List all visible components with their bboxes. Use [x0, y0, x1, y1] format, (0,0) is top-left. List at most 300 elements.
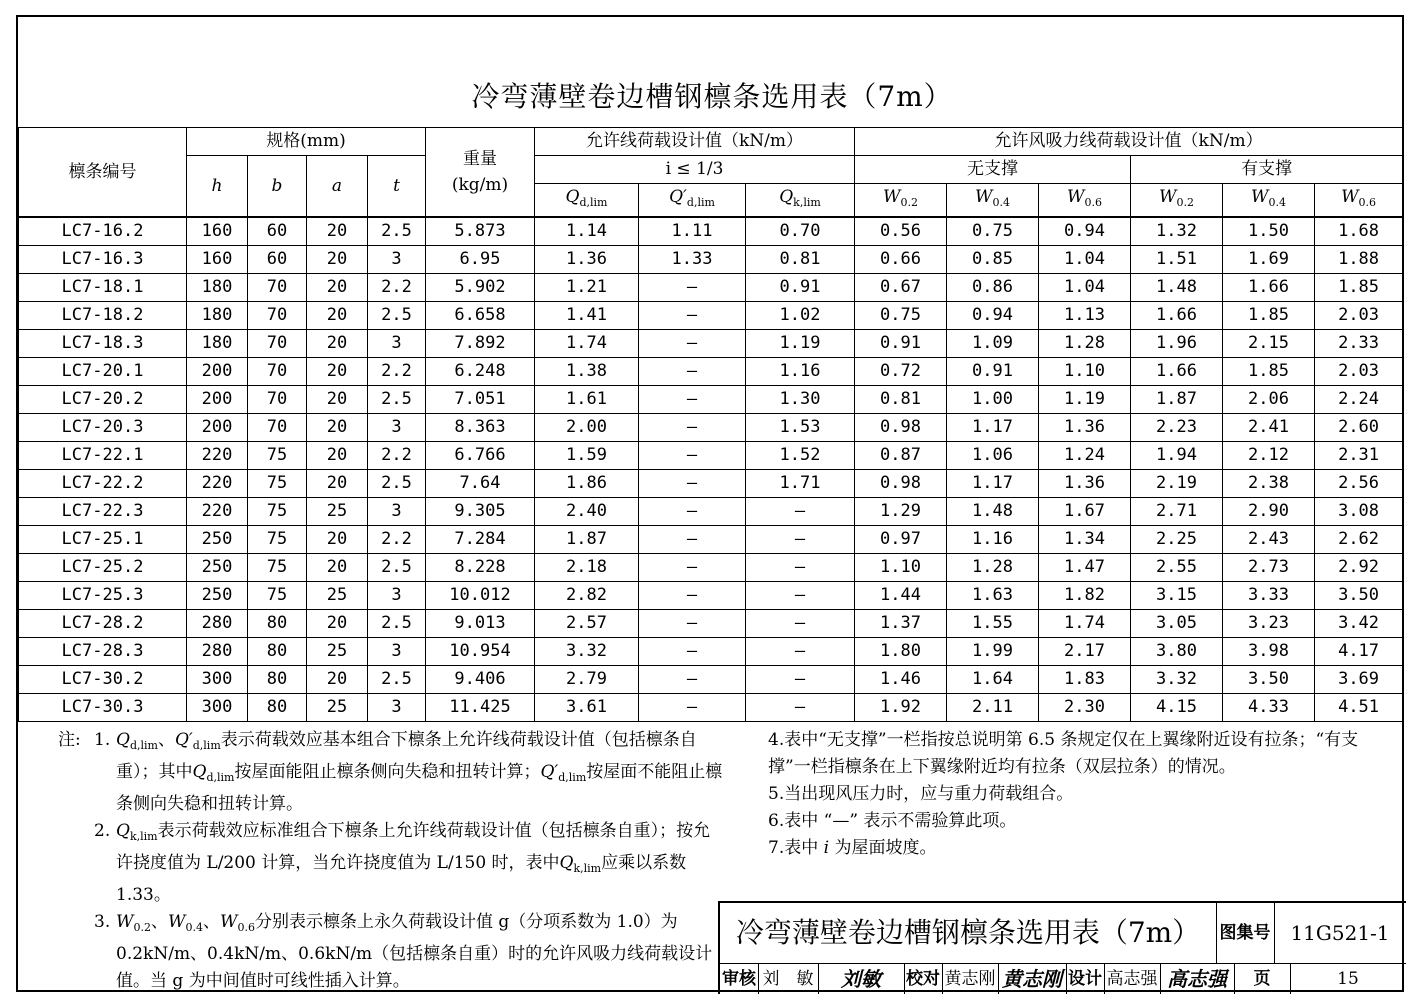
purlin-id-cell: LC7-28.3	[19, 638, 187, 666]
table-cell: 2.00	[535, 414, 639, 442]
purlin-id-cell: LC7-20.1	[19, 358, 187, 386]
page-number: 15	[1337, 969, 1359, 989]
header-qd-prime-lim	[639, 184, 746, 218]
table-cell: 2.5	[368, 217, 426, 246]
table-cell: 1.87	[535, 526, 639, 554]
table-cell: 2.92	[1315, 554, 1403, 582]
note-6	[726, 808, 1396, 835]
table-row	[19, 442, 1403, 470]
table-cell: 2.40	[535, 498, 639, 526]
symbol-q: Q	[192, 762, 207, 782]
symbol-subscript: d,lim	[558, 771, 587, 784]
table-cell: 1.36	[1039, 414, 1131, 442]
note-text: 5.当出现风压力时，应与重力荷载组合。	[768, 784, 1074, 804]
table-cell: 2.79	[535, 666, 639, 694]
note-text: 6.表中 “—” 表示不需验算此项。	[768, 811, 1017, 831]
table-cell: 3	[368, 246, 426, 274]
table-cell: —	[746, 526, 855, 554]
purlin-id-cell: LC7-18.1	[19, 274, 187, 302]
table-cell: 1.66	[1223, 274, 1315, 302]
header-w06-no-brace	[1039, 184, 1131, 218]
table-cell: —	[639, 302, 746, 330]
table-cell: 70	[248, 386, 307, 414]
table-cell: —	[639, 470, 746, 498]
symbol-subscript: k,lim	[793, 196, 821, 209]
note-text: 表示荷载效应基本组合下檩条上允许线荷载设计值（包括檩条自重）；其中	[116, 730, 697, 782]
table-cell: 2.55	[1131, 554, 1223, 582]
table-cell: 1.66	[1131, 302, 1223, 330]
note-text: 、	[202, 912, 220, 932]
header-t: t	[368, 156, 426, 218]
table-row	[19, 498, 1403, 526]
symbol-w: W	[1159, 187, 1177, 207]
table-cell: 80	[248, 666, 307, 694]
table-row	[19, 330, 1403, 358]
table-cell: 25	[307, 638, 368, 666]
table-cell: 1.67	[1039, 498, 1131, 526]
table-cell: 1.55	[947, 610, 1039, 638]
purlin-id-cell: LC7-20.2	[19, 386, 187, 414]
table-cell: 1.69	[1223, 246, 1315, 274]
table-cell: 1.44	[855, 582, 947, 610]
header-purlin-id: 檩条编号	[19, 128, 187, 218]
note-3	[36, 909, 726, 995]
note-number: 1.	[94, 730, 111, 750]
table-cell: 1.02	[746, 302, 855, 330]
table-cell: —	[639, 386, 746, 414]
table-cell: 2.25	[1131, 526, 1223, 554]
purlin-id-cell: LC7-20.3	[19, 414, 187, 442]
table-cell: 2.56	[1315, 470, 1403, 498]
note-text: 7.表中	[768, 838, 824, 858]
table-cell: 3.69	[1315, 666, 1403, 694]
note-7	[726, 835, 1396, 862]
table-cell: 2.2	[368, 526, 426, 554]
header-weight	[426, 128, 535, 218]
symbol-subscript: 0.2	[133, 921, 151, 934]
table-cell: 0.70	[746, 217, 855, 246]
table-cell: 160	[187, 246, 248, 274]
table-cell: 0.75	[947, 217, 1039, 246]
symbol-subscript: d,lim	[686, 196, 715, 209]
header-w02-brace	[1131, 184, 1223, 218]
table-cell: 1.14	[535, 217, 639, 246]
title-block	[718, 901, 1406, 994]
purlin-id-cell: LC7-25.3	[19, 582, 187, 610]
header-w04-brace	[1223, 184, 1315, 218]
table-cell: 1.10	[1039, 358, 1131, 386]
table-cell: —	[639, 694, 746, 722]
purlin-id-cell: LC7-30.3	[19, 694, 187, 722]
table-cell: 1.83	[1039, 666, 1131, 694]
table-cell: 11.425	[426, 694, 535, 722]
table-cell: 3.33	[1223, 582, 1315, 610]
table-cell: 3	[368, 414, 426, 442]
purlin-id-cell: LC7-22.3	[19, 498, 187, 526]
table-cell: 1.28	[947, 554, 1039, 582]
table-cell: 70	[248, 330, 307, 358]
table-cell: 3.50	[1315, 582, 1403, 610]
table-cell: 2.15	[1223, 330, 1315, 358]
table-cell: 7.64	[426, 470, 535, 498]
header-a: a	[307, 156, 368, 218]
table-cell: 1.61	[535, 386, 639, 414]
symbol-subscript: k,lim	[573, 862, 602, 875]
table-cell: —	[639, 638, 746, 666]
table-cell: —	[639, 330, 746, 358]
table-cell: 1.17	[947, 470, 1039, 498]
symbol-q: Q	[559, 853, 574, 873]
table-cell: 2.57	[535, 610, 639, 638]
table-cell: 220	[187, 442, 248, 470]
table-cell: 280	[187, 638, 248, 666]
table-cell: 1.74	[1039, 610, 1131, 638]
table-cell: 0.75	[855, 302, 947, 330]
table-cell: —	[639, 358, 746, 386]
atlas-number-label: 图集号	[1216, 903, 1275, 963]
symbol-subscript: 0.4	[992, 196, 1011, 209]
table-cell: —	[639, 666, 746, 694]
symbol-subscript: 0.2	[1176, 196, 1195, 209]
table-cell: 180	[187, 330, 248, 358]
table-cell: 70	[248, 274, 307, 302]
note-text: 4.表中“无支撑”一栏指按总说明第 6.5 条规定仅在上翼缘附近设有拉条；“有支撑”一栏指檩条在上下翼缘附近均有拉条（双层拉条）的情况。	[768, 730, 1359, 777]
table-cell: 0.81	[746, 246, 855, 274]
symbol-subscript: 0.2	[900, 196, 919, 209]
note-text: 、	[157, 730, 175, 750]
note-number: 2.	[94, 821, 111, 841]
table-cell: 1.10	[855, 554, 947, 582]
table-cell: 2.38	[1223, 470, 1315, 498]
table-cell: 4.15	[1131, 694, 1223, 722]
table-cell: 3.32	[1131, 666, 1223, 694]
table-cell: 2.2	[368, 442, 426, 470]
table-cell: 20	[307, 330, 368, 358]
table-cell: —	[639, 582, 746, 610]
table-row	[19, 358, 1403, 386]
symbol-w: W	[1067, 187, 1085, 207]
symbol-w: W	[883, 187, 901, 207]
table-cell: 2.19	[1131, 470, 1223, 498]
table-cell: 1.04	[1039, 246, 1131, 274]
table-cell: 70	[248, 358, 307, 386]
note-number: 3.	[94, 912, 111, 932]
table-cell: —	[746, 554, 855, 582]
table-cell: 60	[248, 217, 307, 246]
review-label: 审核	[720, 964, 759, 994]
header-allowable-line-load: 允许线荷载设计值（kN/m）	[535, 128, 855, 156]
drawing-frame	[16, 15, 1404, 992]
table-cell: —	[746, 638, 855, 666]
table-cell: 2.23	[1131, 414, 1223, 442]
table-cell: 2.5	[368, 666, 426, 694]
table-cell: 7.892	[426, 330, 535, 358]
table-cell: 1.85	[1315, 274, 1403, 302]
table-cell: 6.658	[426, 302, 535, 330]
table-cell: 6.766	[426, 442, 535, 470]
table-cell: 200	[187, 386, 248, 414]
table-cell: 0.85	[947, 246, 1039, 274]
table-cell: 300	[187, 694, 248, 722]
symbol-w: W	[1251, 187, 1269, 207]
table-row	[19, 274, 1403, 302]
table-cell: 25	[307, 582, 368, 610]
table-cell: 10.012	[426, 582, 535, 610]
table-cell: 80	[248, 610, 307, 638]
table-cell: 75	[248, 498, 307, 526]
header-no-brace: 无支撑	[855, 156, 1131, 184]
table-cell: 2.60	[1315, 414, 1403, 442]
table-cell: 2.5	[368, 470, 426, 498]
table-cell: 3.50	[1223, 666, 1315, 694]
table-cell: 1.41	[535, 302, 639, 330]
symbol-q: Q	[779, 187, 794, 207]
table-cell: 1.19	[1039, 386, 1131, 414]
purlin-id-cell: LC7-16.2	[19, 217, 187, 246]
table-cell: 3	[368, 330, 426, 358]
symbol-subscript: k,lim	[129, 830, 158, 843]
table-cell: —	[639, 526, 746, 554]
table-cell: 0.67	[855, 274, 947, 302]
table-cell: 20	[307, 358, 368, 386]
table-cell: 1.28	[1039, 330, 1131, 358]
table-cell: 1.64	[947, 666, 1039, 694]
purlin-id-cell: LC7-22.1	[19, 442, 187, 470]
table-cell: 2.03	[1315, 358, 1403, 386]
table-cell: 0.94	[1039, 217, 1131, 246]
header-weight-unit: (kg/m)	[451, 175, 509, 195]
table-cell: 2.5	[368, 554, 426, 582]
symbol-i: i	[823, 838, 830, 858]
table-cell: 75	[248, 582, 307, 610]
note-text: 按屋面不能阻止檩条侧向失稳和扭转计算。	[116, 762, 723, 814]
table-cell: 1.16	[746, 358, 855, 386]
table-cell: 70	[248, 302, 307, 330]
note-2	[36, 818, 726, 909]
table-cell: 0.81	[855, 386, 947, 414]
table-cell: 20	[307, 386, 368, 414]
table-cell: 3	[368, 638, 426, 666]
symbol-q-prime: Q′	[540, 762, 559, 782]
purlin-id-cell: LC7-22.2	[19, 470, 187, 498]
symbol-q: Q	[565, 187, 580, 207]
table-cell: 80	[248, 694, 307, 722]
table-row	[19, 470, 1403, 498]
table-cell: 250	[187, 554, 248, 582]
table-cell: 1.32	[1131, 217, 1223, 246]
note-text: 表示荷载效应标准组合下檩条上允许线荷载设计值（包括檩条自重）；按允许挠度值为 L/200 计算，当允许挠度值为 L/150 时，表中	[116, 821, 711, 873]
table-cell: 0.98	[855, 470, 947, 498]
table-row	[19, 694, 1403, 722]
table-cell: 6.248	[426, 358, 535, 386]
table-row	[19, 526, 1403, 554]
table-cell: 1.86	[535, 470, 639, 498]
symbol-subscript: 0.4	[185, 921, 203, 934]
table-cell: —	[746, 694, 855, 722]
table-cell: 20	[307, 274, 368, 302]
table-cell: 1.80	[855, 638, 947, 666]
table-cell: 3.80	[1131, 638, 1223, 666]
purlin-id-cell: LC7-25.2	[19, 554, 187, 582]
page-title: 冷弯薄壁卷边槽钢檩条选用表（7m）	[471, 80, 953, 113]
table-cell: 1.46	[855, 666, 947, 694]
table-cell: —	[746, 498, 855, 526]
table-cell: —	[639, 414, 746, 442]
table-cell: 8.228	[426, 554, 535, 582]
title-block-signature-row	[720, 964, 1406, 994]
note-5	[726, 781, 1396, 808]
table-row	[19, 554, 1403, 582]
table-cell: 1.34	[1039, 526, 1131, 554]
table-cell: 1.50	[1223, 217, 1315, 246]
table-cell: —	[746, 610, 855, 638]
table-cell: 1.29	[855, 498, 947, 526]
table-cell: 10.954	[426, 638, 535, 666]
header-h: h	[187, 156, 248, 218]
note-text: 、	[150, 912, 168, 932]
table-cell: 1.74	[535, 330, 639, 358]
table-cell: 2.73	[1223, 554, 1315, 582]
table-cell: 2.82	[535, 582, 639, 610]
symbol-subscript: 0.6	[237, 921, 255, 934]
table-cell: 3.42	[1315, 610, 1403, 638]
table-cell: 1.37	[855, 610, 947, 638]
table-cell: 5.873	[426, 217, 535, 246]
reviewer-name: 刘 敏	[758, 964, 819, 994]
table-cell: 1.04	[1039, 274, 1131, 302]
table-cell: 2.06	[1223, 386, 1315, 414]
table-cell: 1.30	[746, 386, 855, 414]
reviewer-signature: 刘敏	[818, 964, 905, 994]
table-row	[19, 386, 1403, 414]
table-cell: 1.68	[1315, 217, 1403, 246]
table-cell: 220	[187, 470, 248, 498]
header-spec: 规格(mm)	[187, 128, 426, 156]
table-cell: 0.97	[855, 526, 947, 554]
table-cell: 2.33	[1315, 330, 1403, 358]
purlin-id-cell: LC7-28.2	[19, 610, 187, 638]
symbol-w: W	[116, 912, 134, 932]
table-cell: 250	[187, 526, 248, 554]
table-cell: 25	[307, 498, 368, 526]
table-cell: 20	[307, 666, 368, 694]
symbol-subscript: 0.6	[1358, 196, 1377, 209]
table-cell: 1.47	[1039, 554, 1131, 582]
table-cell: 1.38	[535, 358, 639, 386]
table-cell: 20	[307, 554, 368, 582]
header-b: b	[248, 156, 307, 218]
table-cell: 75	[248, 442, 307, 470]
purlin-id-cell: LC7-18.2	[19, 302, 187, 330]
table-cell: 1.92	[855, 694, 947, 722]
table-cell: 20	[307, 470, 368, 498]
table-cell: 3.32	[535, 638, 639, 666]
purlin-selection-table	[18, 127, 1403, 722]
table-row	[19, 666, 1403, 694]
header-w06-brace	[1315, 184, 1403, 218]
table-cell: 200	[187, 414, 248, 442]
table-cell: 75	[248, 526, 307, 554]
table-cell: 1.36	[1039, 470, 1131, 498]
notes-right	[726, 727, 1396, 862]
table-cell: 20	[307, 526, 368, 554]
table-cell: 20	[307, 414, 368, 442]
table-cell: 0.56	[855, 217, 947, 246]
table-row	[19, 246, 1403, 274]
design-label: 设计	[1066, 964, 1105, 994]
table-cell: 1.96	[1131, 330, 1223, 358]
purlin-id-cell: LC7-16.3	[19, 246, 187, 274]
table-cell: 4.51	[1315, 694, 1403, 722]
table-cell: 1.13	[1039, 302, 1131, 330]
table-cell: 9.013	[426, 610, 535, 638]
symbol-subscript: d,lim	[206, 771, 235, 784]
symbol-q: Q	[116, 821, 130, 841]
table-cell: 0.87	[855, 442, 947, 470]
table-cell: —	[639, 498, 746, 526]
table-row	[19, 302, 1403, 330]
table-row	[19, 610, 1403, 638]
symbol-subscript: d,lim	[129, 739, 158, 752]
title-block-top-row	[720, 903, 1406, 964]
note-text: 为屋面坡度。	[829, 838, 937, 858]
symbol-q-prime: Q′	[174, 730, 193, 750]
header-with-brace: 有支撑	[1131, 156, 1403, 184]
note-1	[36, 727, 726, 818]
table-cell: 2.62	[1315, 526, 1403, 554]
table-cell: 1.00	[947, 386, 1039, 414]
table-cell: —	[639, 610, 746, 638]
table-cell: 1.71	[746, 470, 855, 498]
table-cell: 75	[248, 470, 307, 498]
notes-left	[36, 727, 726, 995]
table-cell: 0.91	[947, 358, 1039, 386]
table-cell: 250	[187, 582, 248, 610]
table-cell: 1.48	[1131, 274, 1223, 302]
table-cell: 2.5	[368, 302, 426, 330]
symbol-q: Q	[116, 730, 130, 750]
table-cell: 1.19	[746, 330, 855, 358]
table-cell: 1.24	[1039, 442, 1131, 470]
table-cell: 1.66	[1131, 358, 1223, 386]
designer-signature: 高志强	[1160, 964, 1235, 994]
table-cell: 3.15	[1131, 582, 1223, 610]
table-cell: 1.09	[947, 330, 1039, 358]
table-cell: 4.33	[1223, 694, 1315, 722]
symbol-w: W	[1341, 187, 1359, 207]
table-cell: 1.85	[1223, 302, 1315, 330]
table-row	[19, 217, 1403, 246]
table-cell: 1.88	[1315, 246, 1403, 274]
symbol-q-prime: Q′	[669, 187, 687, 207]
note-4	[726, 727, 1396, 781]
symbol-subscript: 0.6	[1084, 196, 1103, 209]
table-cell: 1.82	[1039, 582, 1131, 610]
table-cell: 2.2	[368, 358, 426, 386]
table-cell: 1.17	[947, 414, 1039, 442]
header-qk-lim	[746, 184, 855, 218]
notes-lead: 注:	[58, 730, 81, 750]
table-cell: 80	[248, 638, 307, 666]
table-row	[19, 582, 1403, 610]
table-cell: 1.59	[535, 442, 639, 470]
drawing-name: 冷弯薄壁卷边槽钢檩条选用表（7m）	[720, 903, 1217, 963]
table-cell: 9.406	[426, 666, 535, 694]
table-cell: 1.99	[947, 638, 1039, 666]
table-cell: 220	[187, 498, 248, 526]
table-cell: 2.18	[535, 554, 639, 582]
symbol-w: W	[219, 912, 238, 932]
